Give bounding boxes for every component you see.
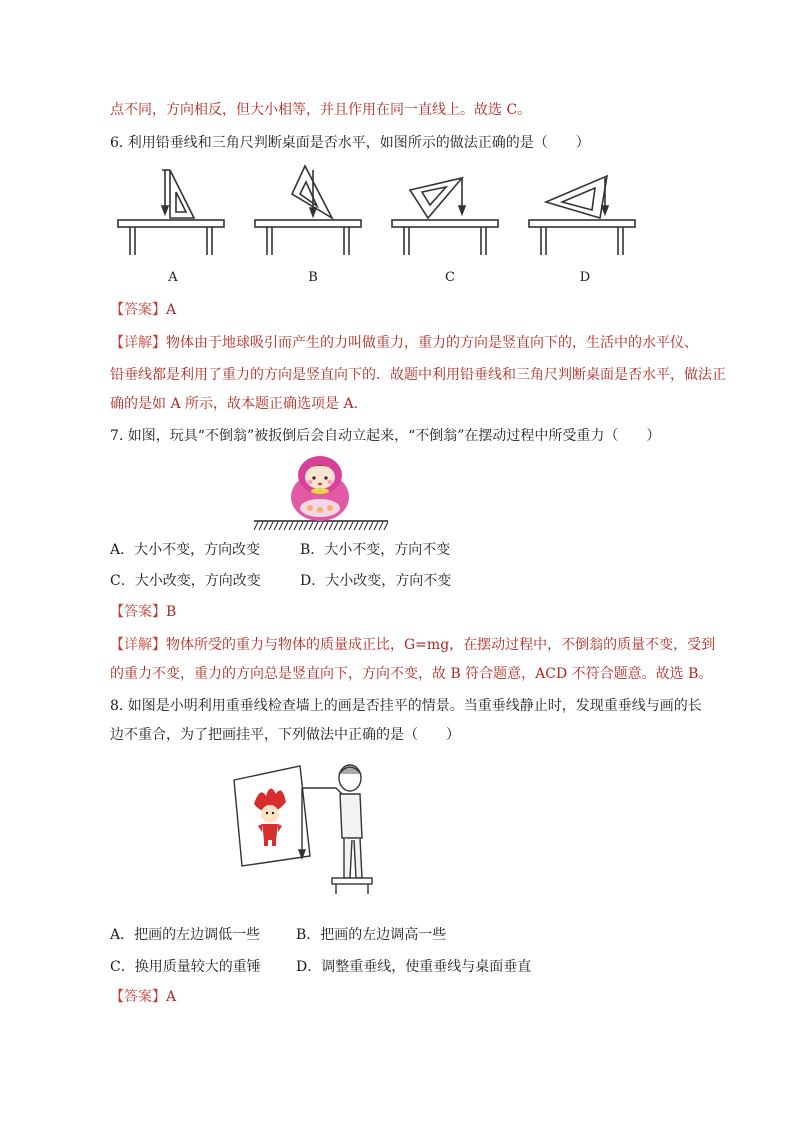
q6-detail-line-2: 铅垂线都是利用了重力的方向是竖直向下的．故题中利用铅垂线和三角尺判断桌面是否水平，做法正 bbox=[110, 367, 726, 383]
answer-value: A bbox=[166, 302, 177, 318]
q7-option-d: D．大小改变，方向不变 bbox=[300, 573, 452, 589]
table-d bbox=[529, 176, 635, 255]
q6-figure bbox=[110, 160, 650, 260]
q5-answer-tail: 点不同，方向相反，但大小相等，并且作用在同一直线上。故选 C。 bbox=[110, 102, 532, 118]
answer-tag: 【答案】 bbox=[110, 989, 166, 1005]
answer-tag: 【答案】 bbox=[110, 302, 166, 318]
figure-label-d: D bbox=[579, 270, 591, 285]
q8-option-c: C．换用质量较大的重锤 bbox=[110, 959, 261, 975]
detail-text: 物体所受的重力与物体的质量成正比，G=mg，在摆动过程中，不倒翁的质量不变，受到 bbox=[166, 637, 716, 653]
q7-stem: 7. 如图，玩具“不倒翁”被扳倒后会自动立起来，“不倒翁”在摆动过程中所受重力（ ） bbox=[110, 428, 661, 444]
table-c bbox=[392, 178, 498, 255]
q7-tumbler-figure bbox=[254, 453, 394, 533]
q6-stem: 6. 利用铅垂线和三角尺判断桌面是否水平，如图所示的做法正确的是（ ） bbox=[110, 135, 590, 151]
table-a bbox=[118, 170, 224, 255]
answer-value: A bbox=[166, 989, 177, 1005]
q7-option-c: C．大小改变，方向改变 bbox=[110, 573, 261, 589]
detail-tag: 【详解】 bbox=[110, 335, 166, 351]
q8-figure bbox=[232, 760, 382, 895]
detail-tag: 【详解】 bbox=[110, 637, 166, 653]
q7-answer bbox=[110, 602, 176, 622]
figure-label-a: A bbox=[168, 270, 178, 285]
detail-text: 物体由于地球吸引而产生的力叫做重力，重力的方向是竖直向下的，生活中的水平仪、 bbox=[166, 335, 698, 351]
figure-label-c: C bbox=[445, 270, 455, 285]
q8-option-d: D．调整重垂线，使重垂线与桌面垂直 bbox=[296, 959, 532, 975]
q8-option-b: B．把画的左边调高一些 bbox=[296, 927, 447, 943]
answer-tag: 【答案】 bbox=[110, 604, 166, 620]
q7-detail-line-1 bbox=[110, 635, 715, 655]
q7-option-b: B．大小不变，方向不变 bbox=[300, 542, 451, 558]
figure-label-b: B bbox=[308, 270, 318, 285]
q7-option-a: A．大小不变，方向改变 bbox=[110, 542, 261, 558]
q7-detail-line-2: 的重力不变，重力的方向总是竖直向下，方向不变，故 B 符合题意，ACD 不符合题意。故选 B。 bbox=[110, 666, 713, 682]
q8-stem-line-1: 8. 如图是小明利用重垂线检查墙上的画是否挂平的情景。当重垂线静止时，发现重垂线与画的长 bbox=[110, 698, 702, 714]
q8-option-a: A．把画的左边调低一些 bbox=[110, 927, 261, 943]
q6-answer bbox=[110, 300, 176, 320]
answer-value: B bbox=[166, 604, 177, 620]
q6-detail-line-3: 确的是如 A 所示，故本题正确选项是 A． bbox=[110, 396, 368, 412]
q6-detail-line-1 bbox=[110, 333, 698, 353]
q8-answer bbox=[110, 987, 176, 1007]
q8-stem-line-2: 边不重合，为了把画挂平，下列做法中正确的是（ ） bbox=[110, 727, 460, 743]
table-b bbox=[255, 166, 361, 255]
